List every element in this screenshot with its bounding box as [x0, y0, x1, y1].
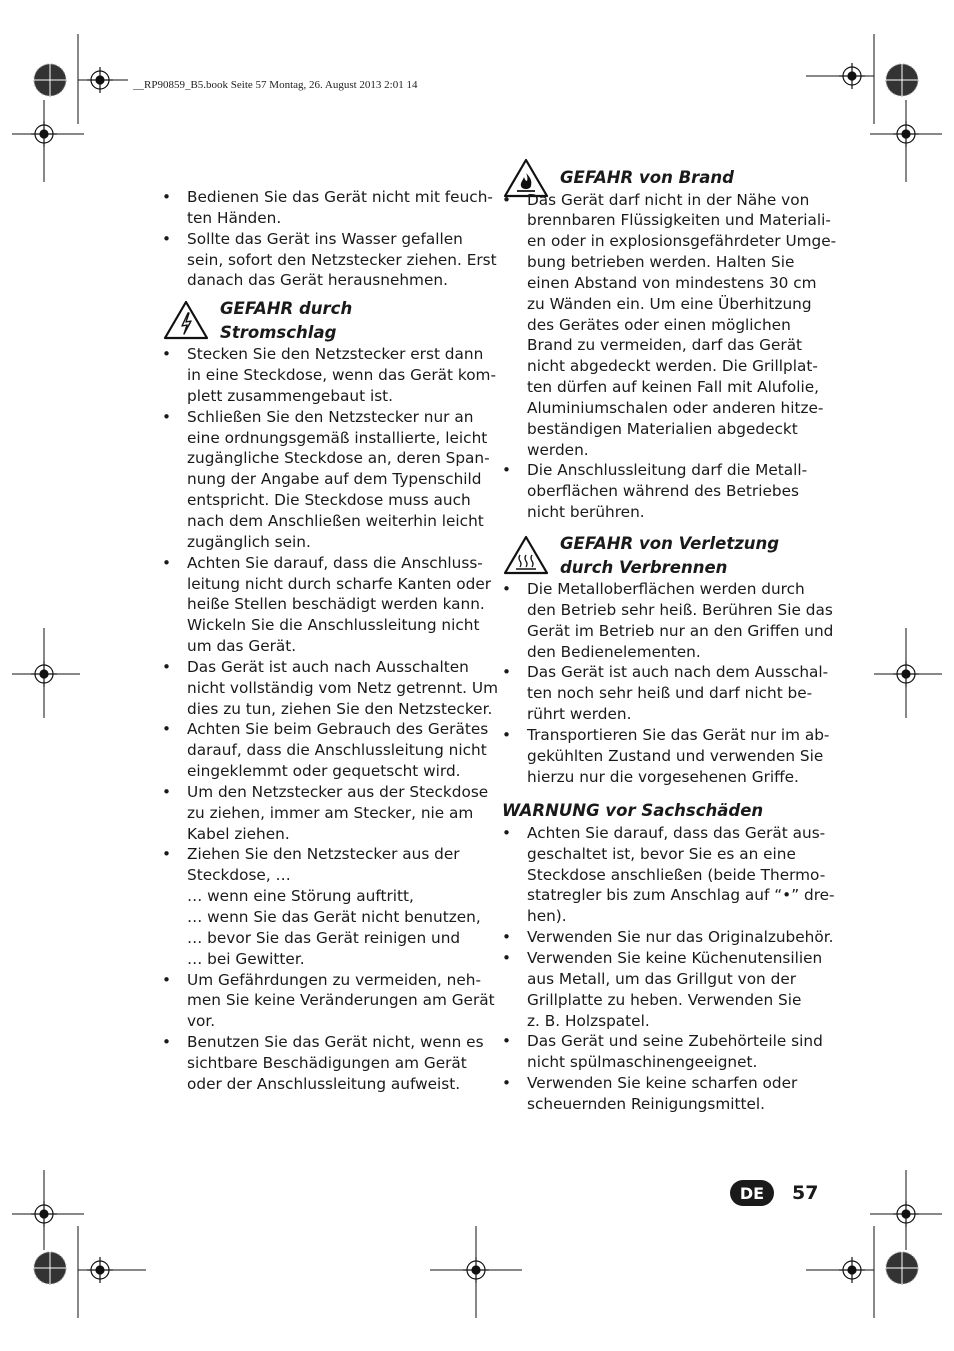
burn-warning-section	[502, 532, 826, 579]
language-badge: DE	[730, 1180, 774, 1206]
page-footer	[730, 1180, 818, 1206]
list-item-line: • Um den Netzstecker aus der Steckdose	[187, 782, 489, 801]
list-item-line: nung der Angabe auf dem Typenschild	[187, 470, 482, 489]
list-item-line: danach das Gerät herausnehmen.	[187, 271, 448, 290]
list-item	[502, 927, 834, 948]
list-item-line: z. B. Holzspatel.	[527, 1011, 650, 1030]
list-item-line: zu ziehen, immer am Stecker, nie am	[187, 803, 474, 822]
damage-warning-list	[502, 823, 835, 1115]
list-item-line: nach dem Anschließen weiterhin leicht	[187, 511, 484, 530]
list-item-line: sein, sofort den Netzstecker ziehen. Erst	[187, 250, 497, 269]
list-item-line: geschaltet ist, bevor Sie es an eine	[527, 844, 796, 863]
hot-surface-warning-icon	[502, 534, 550, 576]
list-item	[162, 782, 489, 845]
list-item-line: nicht vollständig vom Netz getrennt. Um	[187, 678, 499, 697]
list-item-line: ten noch sehr heiß und darf nicht be-	[527, 684, 813, 703]
section-heading-line: WARNUNG vor Sachschäden	[502, 801, 764, 821]
list-item-line: Gerät im Betrieb nur an den Griffen und	[527, 621, 834, 640]
list-item	[162, 719, 489, 782]
page-number: 57	[792, 1182, 819, 1204]
list-item-line: heiße Stellen beschädigt werden kann.	[187, 595, 485, 614]
list-item-line: • Achten Sie beim Gebrauch des Gerätes	[187, 720, 489, 739]
fire-warning-section	[502, 166, 826, 190]
list-item-line: • Benutzen Sie das Gerät nicht, wenn es	[187, 1033, 484, 1052]
fire-warning-heading	[560, 166, 826, 190]
list-item-line: plett zusammengebaut ist.	[187, 386, 394, 405]
list-item-line: • Die Anschlussleitung darf die Metall-	[527, 461, 808, 480]
list-item-line: sichtbare Beschädigungen am Gerät	[187, 1053, 467, 1072]
list-item-line: dies zu tun, ziehen Sie den Netzstecker.	[187, 699, 493, 718]
list-item-line: • Das Gerät ist auch nach dem Ausschal-	[527, 663, 829, 682]
list-item-line: • Ziehen Sie den Netzstecker aus der	[187, 845, 460, 864]
list-item-line: beständigen Materialien abgedeckt	[527, 419, 798, 438]
list-item-line: Wickeln Sie die Anschlussleitung nicht	[187, 616, 480, 635]
section-heading-line: Stromschlag	[220, 322, 337, 342]
list-item-line: • Transportieren Sie das Gerät nur im ab-	[527, 725, 830, 744]
list-item-line: ten Händen.	[187, 208, 282, 227]
list-item-line: einen Abstand von mindestens 30 cm	[527, 273, 817, 292]
list-item-line: aus Metall, um das Grillgut von der	[527, 969, 797, 988]
list-item-line: oder der Anschlussleitung aufweist.	[187, 1074, 461, 1093]
list-item-line: Kabel ziehen.	[187, 824, 290, 843]
list-item-line: nicht spülmaschinengeeignet.	[527, 1053, 758, 1072]
list-item-line: • Die Metalloberflächen werden durch	[527, 580, 805, 598]
right-column	[502, 168, 837, 1115]
list-item-line: • Verwenden Sie nur das Originalzubehör.	[527, 928, 834, 947]
list-item	[502, 662, 829, 725]
list-item-line: • Das Gerät darf nicht in der Nähe von	[527, 190, 810, 209]
left-column	[162, 187, 499, 1095]
list-item-line: rührt werden.	[527, 705, 632, 724]
list-item-line: • Achten Sie darauf, dass die Anschluss-	[187, 553, 483, 572]
damage-warning-heading	[502, 799, 826, 823]
list-item-line: um das Gerät.	[187, 637, 297, 656]
section-heading-line: durch Verbrennen	[560, 557, 728, 577]
section-heading-line: GEFAHR von Brand	[560, 168, 734, 187]
list-item-line: • Das Gerät und seine Zubehörteile sind	[527, 1032, 823, 1051]
list-item-line: • Sollte das Gerät ins Wasser gefallen	[187, 229, 463, 248]
list-item-line: zugängliche Steckdose an, deren Span-	[187, 449, 490, 468]
list-item-line: den Bedienelementen.	[527, 642, 701, 661]
list-item-line: Brand zu vermeiden, darf das Gerät	[527, 336, 803, 355]
section-heading-line: GEFAHR von Verletzung	[560, 534, 780, 553]
list-item	[502, 948, 826, 1031]
list-item-line: nicht abgedeckt werden. Die Grillplat-	[527, 357, 818, 376]
list-item-line: • Verwenden Sie keine scharfen oder	[527, 1074, 798, 1093]
burn-warning-list	[502, 579, 834, 787]
list-item-line: gekühlten Zustand und verwenden Sie	[527, 746, 824, 765]
list-item-line: • Das Gerät ist auch nach Ausschalten	[187, 657, 469, 676]
list-item-line: Grillplatte zu heben. Verwenden Sie	[527, 990, 802, 1009]
print-file-info: __RP90859_B5.book Seite 57 Montag, 26. August 2013 2:01 14	[133, 79, 418, 91]
list-item-line: Steckdose, …	[187, 866, 291, 885]
list-item	[162, 407, 490, 553]
electric-warning-heading	[220, 297, 484, 344]
list-item	[162, 229, 497, 292]
list-item-line: in eine Steckdose, wenn das Gerät kom-	[187, 366, 496, 385]
electric-warning-section	[162, 297, 484, 344]
list-item-line: • Um Gefährdungen zu vermeiden, neh-	[187, 970, 481, 989]
list-item	[162, 344, 496, 407]
list-item	[502, 1031, 826, 1073]
list-item	[502, 1073, 826, 1115]
list-item	[162, 187, 493, 229]
list-item-line: vor.	[187, 1012, 216, 1031]
list-item-line: des Gerätes oder einen möglichen	[527, 315, 791, 334]
list-item-line: • Schließen Sie den Netzstecker nur an	[187, 407, 474, 426]
list-item-line: … bei Gewitter.	[187, 949, 305, 968]
list-item	[162, 657, 499, 720]
electric-warning-list	[162, 344, 499, 1094]
section-heading-line: GEFAHR durch	[220, 299, 353, 319]
list-item-line: • Stecken Sie den Netzstecker erst dann	[187, 345, 484, 364]
list-item-line: den Betrieb sehr heiß. Berühren Sie das	[527, 600, 833, 619]
list-item	[502, 460, 826, 523]
list-item	[502, 725, 830, 788]
list-item-line: darauf, dass die Anschlussleitung nicht	[187, 741, 487, 760]
list-item-line: … bevor Sie das Gerät reinigen und	[187, 928, 461, 947]
list-item	[502, 190, 837, 461]
list-item-line: • Verwenden Sie keine Küchenutensilien	[527, 949, 823, 967]
list-item-line: oberflächen während des Betriebes	[527, 482, 799, 501]
list-item-line: brennbaren Flüssigkeiten und Materiali-	[527, 211, 831, 230]
list-item-line: … wenn eine Störung auftritt,	[187, 887, 414, 906]
list-item	[162, 553, 492, 657]
list-item-line: Steckdose anschließen (beide Thermo-	[527, 865, 826, 884]
list-item-line: zugänglich sein.	[187, 532, 311, 551]
list-item-line: en oder in explosionsgefährdeter Umge-	[527, 232, 837, 251]
burn-warning-heading	[560, 532, 826, 579]
fire-warning-list	[502, 190, 837, 524]
intro-list	[162, 187, 497, 291]
list-item-line: Aluminiumschalen oder anderen hitze-	[527, 398, 824, 417]
list-item-line: entspricht. Die Steckdose muss auch	[187, 491, 471, 510]
electric-shock-warning-icon	[162, 299, 210, 341]
list-item	[162, 1032, 484, 1095]
list-item-line: werden.	[527, 440, 589, 459]
list-item-line: eine ordnungsgemäß installierte, leicht	[187, 428, 488, 447]
list-item-line: ten dürfen auf keinen Fall mit Alufolie,	[527, 378, 820, 397]
list-item-line: scheuernden Reinigungsmittel.	[527, 1094, 765, 1113]
list-item-line: men Sie keine Veränderungen am Gerät	[187, 991, 495, 1010]
list-item-line: eingeklemmt oder gequetscht wird.	[187, 762, 461, 781]
list-item-line: • Achten Sie darauf, dass das Gerät aus-	[527, 823, 826, 842]
list-item	[502, 579, 834, 662]
list-item-line: hen).	[527, 907, 567, 926]
list-item-line: leitung nicht durch scharfe Kanten oder	[187, 574, 492, 593]
list-item-line: hierzu nur die vorgesehenen Griffe.	[527, 767, 799, 786]
list-item	[502, 823, 835, 927]
list-item	[162, 844, 484, 969]
list-item	[162, 970, 495, 1033]
list-item-line: … wenn Sie das Gerät nicht benutzen,	[187, 908, 481, 926]
list-item-line: nicht berühren.	[527, 503, 645, 522]
list-item-line: bung betrieben werden. Halten Sie	[527, 253, 795, 272]
list-item-line: statregler bis zum Anschlag auf “•” dre-	[527, 886, 835, 905]
list-item-line: • Bedienen Sie das Gerät nicht mit feuch-	[187, 188, 493, 206]
list-item-line: zu Wänden ein. Um eine Überhitzung	[527, 294, 812, 313]
